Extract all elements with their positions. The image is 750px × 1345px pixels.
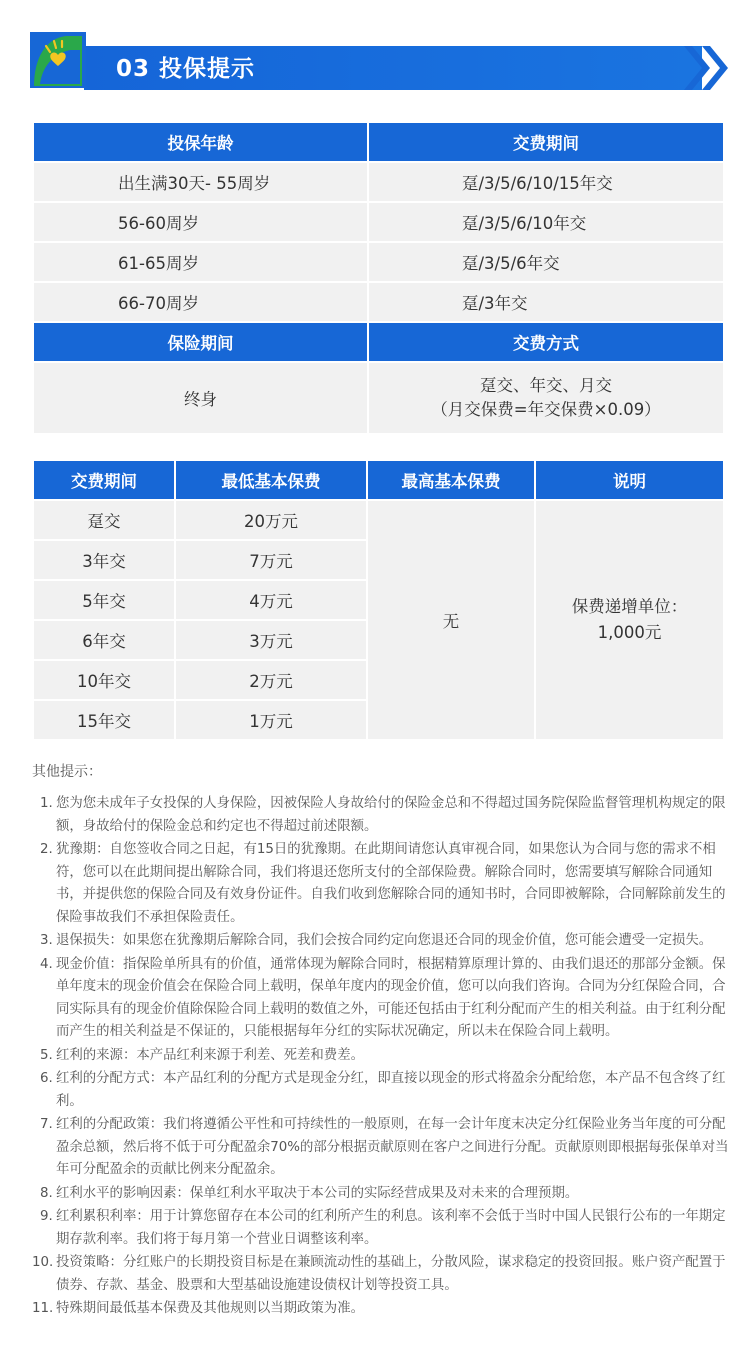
item-text: 红利的分配政策：我们将遵循公平性和可持续性的一般原则，在每一会计年度末决定分红保险业务当年度的可分配盈余总额，然后将不低于可分配盈余70%的部分根据贡献原则在客户之间进行分配。贡献原则即根据每张保单对当年可分配盈余的贡献比例来分配盈余。 [56, 1117, 729, 1177]
item-number: 1. [40, 796, 53, 811]
header-insurance-period: 保险期间 [33, 322, 368, 362]
min-premium-cell: 7万元 [175, 540, 367, 580]
min-premium-cell: 2万元 [175, 660, 367, 700]
age-cell: 56-60周岁 [33, 202, 368, 242]
description-line: 保费递增单位： [571, 597, 688, 616]
period-cell: 趸/3/5/6/10年交 [368, 202, 724, 242]
item-text: 红利的来源：本产品红利来源于利差、死差和费差。 [56, 1047, 364, 1063]
table-row [33, 202, 724, 242]
item-number: 9. [40, 1209, 53, 1224]
item-text: 投资策略：分红账户的长期投资目标是在兼顾流动性的基础上，分散风险，谋求稳定的投资回报。账户资产配置于债券、存款、基金、股票和大型基础设施建设债权计划等投资工具。 [56, 1255, 726, 1293]
age-cell: 66-70周岁 [33, 282, 368, 322]
enrollment-table [32, 121, 725, 435]
table-header-row [33, 322, 724, 362]
table-header-row [33, 460, 724, 500]
list-item [32, 1298, 732, 1321]
min-premium-cell: 3万元 [175, 620, 367, 660]
item-number: 2. [40, 842, 53, 857]
item-text: 犹豫期：自您签收合同之日起，有15日的犹豫期。在此期间请您认真审视合同，如果您认为合同与您的需求不相符，您可以在此期间提出解除合同，我们将退还您所支付的全部保险费。解除合同时，您需要填写解除合同通知书，并提供您的保险合同及有效身份证件。自我们收到您解除合同的通知书时，合同即被解除，合同解除前发生的保险事故我们不承担保险责任。 [56, 842, 726, 925]
list-item [32, 1183, 732, 1206]
header-payment-period: 交费期间 [33, 460, 175, 500]
notes-list [32, 793, 732, 1321]
item-number: 11. [32, 1301, 54, 1316]
description-cell [535, 500, 724, 740]
item-text: 现金价值：指保险单所具有的价值，通常体现为解除合同时，根据精算原理计算的、由我们退还的那部分金额。保单年度末的现金价值会在保险合同上载明，保单年度内的现金价值，您可以向我们咨询。合同为分红保险合同，合同实际具有的现金价值除保险合同上载明的数值之外，可能还包括由于红利分配而产生的相关利益。由于红利分配而产生的相关利益是不保证的，只能根据每年分红的实际状况确定，所以未在保险合同上载明。 [56, 956, 726, 1039]
header-description: 说明 [535, 460, 724, 500]
item-text: 红利水平的影响因素：保单红利水平取决于本公司的实际经营成果及对未来的合理预期。 [56, 1185, 579, 1201]
item-text: 退保损失：如果您在犹豫期后解除合同，我们会按合同约定向您退还合同的现金价值，您可能会遭受一定损失。 [56, 933, 713, 948]
section-title: 03 投保提示 [116, 56, 256, 82]
table-header-row [33, 122, 724, 162]
list-item [32, 793, 732, 838]
period-cell: 10年交 [33, 660, 175, 700]
header-age: 投保年龄 [33, 122, 368, 162]
min-premium-cell: 1万元 [175, 700, 367, 740]
description-value: 1,000元 [597, 623, 662, 642]
period-cell: 趸/3年交 [368, 282, 724, 322]
item-text: 特殊期间最低基本保费及其他规则以当期政策为准。 [56, 1301, 364, 1316]
period-cell: 3年交 [33, 540, 175, 580]
payment-method-formula: （月交保费=年交保费×0.09） [431, 400, 661, 419]
item-number: 3. [40, 933, 53, 948]
item-text: 您为您未成年子女投保的人身保险，因被保险人身故给付的保险金总和不得超过国务院保险监督管理机构规定的限额，身故给付的保险金总和约定也不得超过前述限额。 [56, 796, 726, 834]
list-item [32, 954, 732, 1044]
list-item [32, 839, 732, 929]
item-number: 10. [32, 1255, 54, 1270]
period-cell: 趸/3/5/6年交 [368, 242, 724, 282]
age-cell: 出生满30天- 55周岁 [33, 162, 368, 202]
min-premium-cell: 4万元 [175, 580, 367, 620]
period-cell: 趸交 [33, 500, 175, 540]
table-row [33, 362, 724, 434]
section-banner [26, 28, 726, 98]
header-payment-method: 交费方式 [368, 322, 724, 362]
list-item [32, 1068, 732, 1113]
table-row [33, 242, 724, 282]
table-row [33, 162, 724, 202]
header-max-premium: 最高基本保费 [367, 460, 535, 500]
list-item [32, 1252, 732, 1297]
payment-method-cell [368, 362, 724, 434]
period-cell: 趸/3/5/6/10/15年交 [368, 162, 724, 202]
notes-title: 其他提示： [32, 764, 102, 780]
item-number: 4. [40, 956, 53, 972]
table-row [33, 500, 724, 540]
payment-method-line: 趸交、年交、月交 [480, 376, 612, 395]
table-row [33, 282, 724, 322]
list-item [32, 1045, 732, 1068]
chevron-right-icon [702, 46, 728, 90]
header-payment-period: 交费期间 [368, 122, 724, 162]
age-cell: 61-65周岁 [33, 242, 368, 282]
insurance-period-value: 终身 [184, 390, 217, 409]
header-min-premium: 最低基本保费 [175, 460, 367, 500]
premium-table [32, 459, 725, 741]
item-number: 5. [40, 1047, 53, 1063]
period-cell: 6年交 [33, 620, 175, 660]
max-premium-cell: 无 [367, 500, 535, 740]
list-item [32, 930, 732, 953]
period-cell: 15年交 [33, 700, 175, 740]
item-number: 6. [40, 1071, 53, 1086]
item-number: 7. [40, 1117, 53, 1132]
min-premium-cell: 20万元 [175, 500, 367, 540]
list-item [32, 1114, 732, 1182]
item-number: 8. [40, 1185, 53, 1201]
list-item [32, 1206, 732, 1251]
period-cell: 5年交 [33, 580, 175, 620]
other-notes [32, 761, 732, 1322]
item-text: 红利的分配方式：本产品红利的分配方式是现金分红，即直接以现金的形式将盈余分配给您，本产品不包含终了红利。 [56, 1071, 726, 1109]
item-text: 红利累积利率：用于计算您留存在本公司的红利所产生的利息。该利率不会低于当时中国人民银行公布的一年期定期存款利率。我们将于每月第一个营业日调整该利率。 [56, 1209, 726, 1247]
company-logo-icon [26, 28, 90, 92]
insurance-period-cell [33, 362, 368, 434]
